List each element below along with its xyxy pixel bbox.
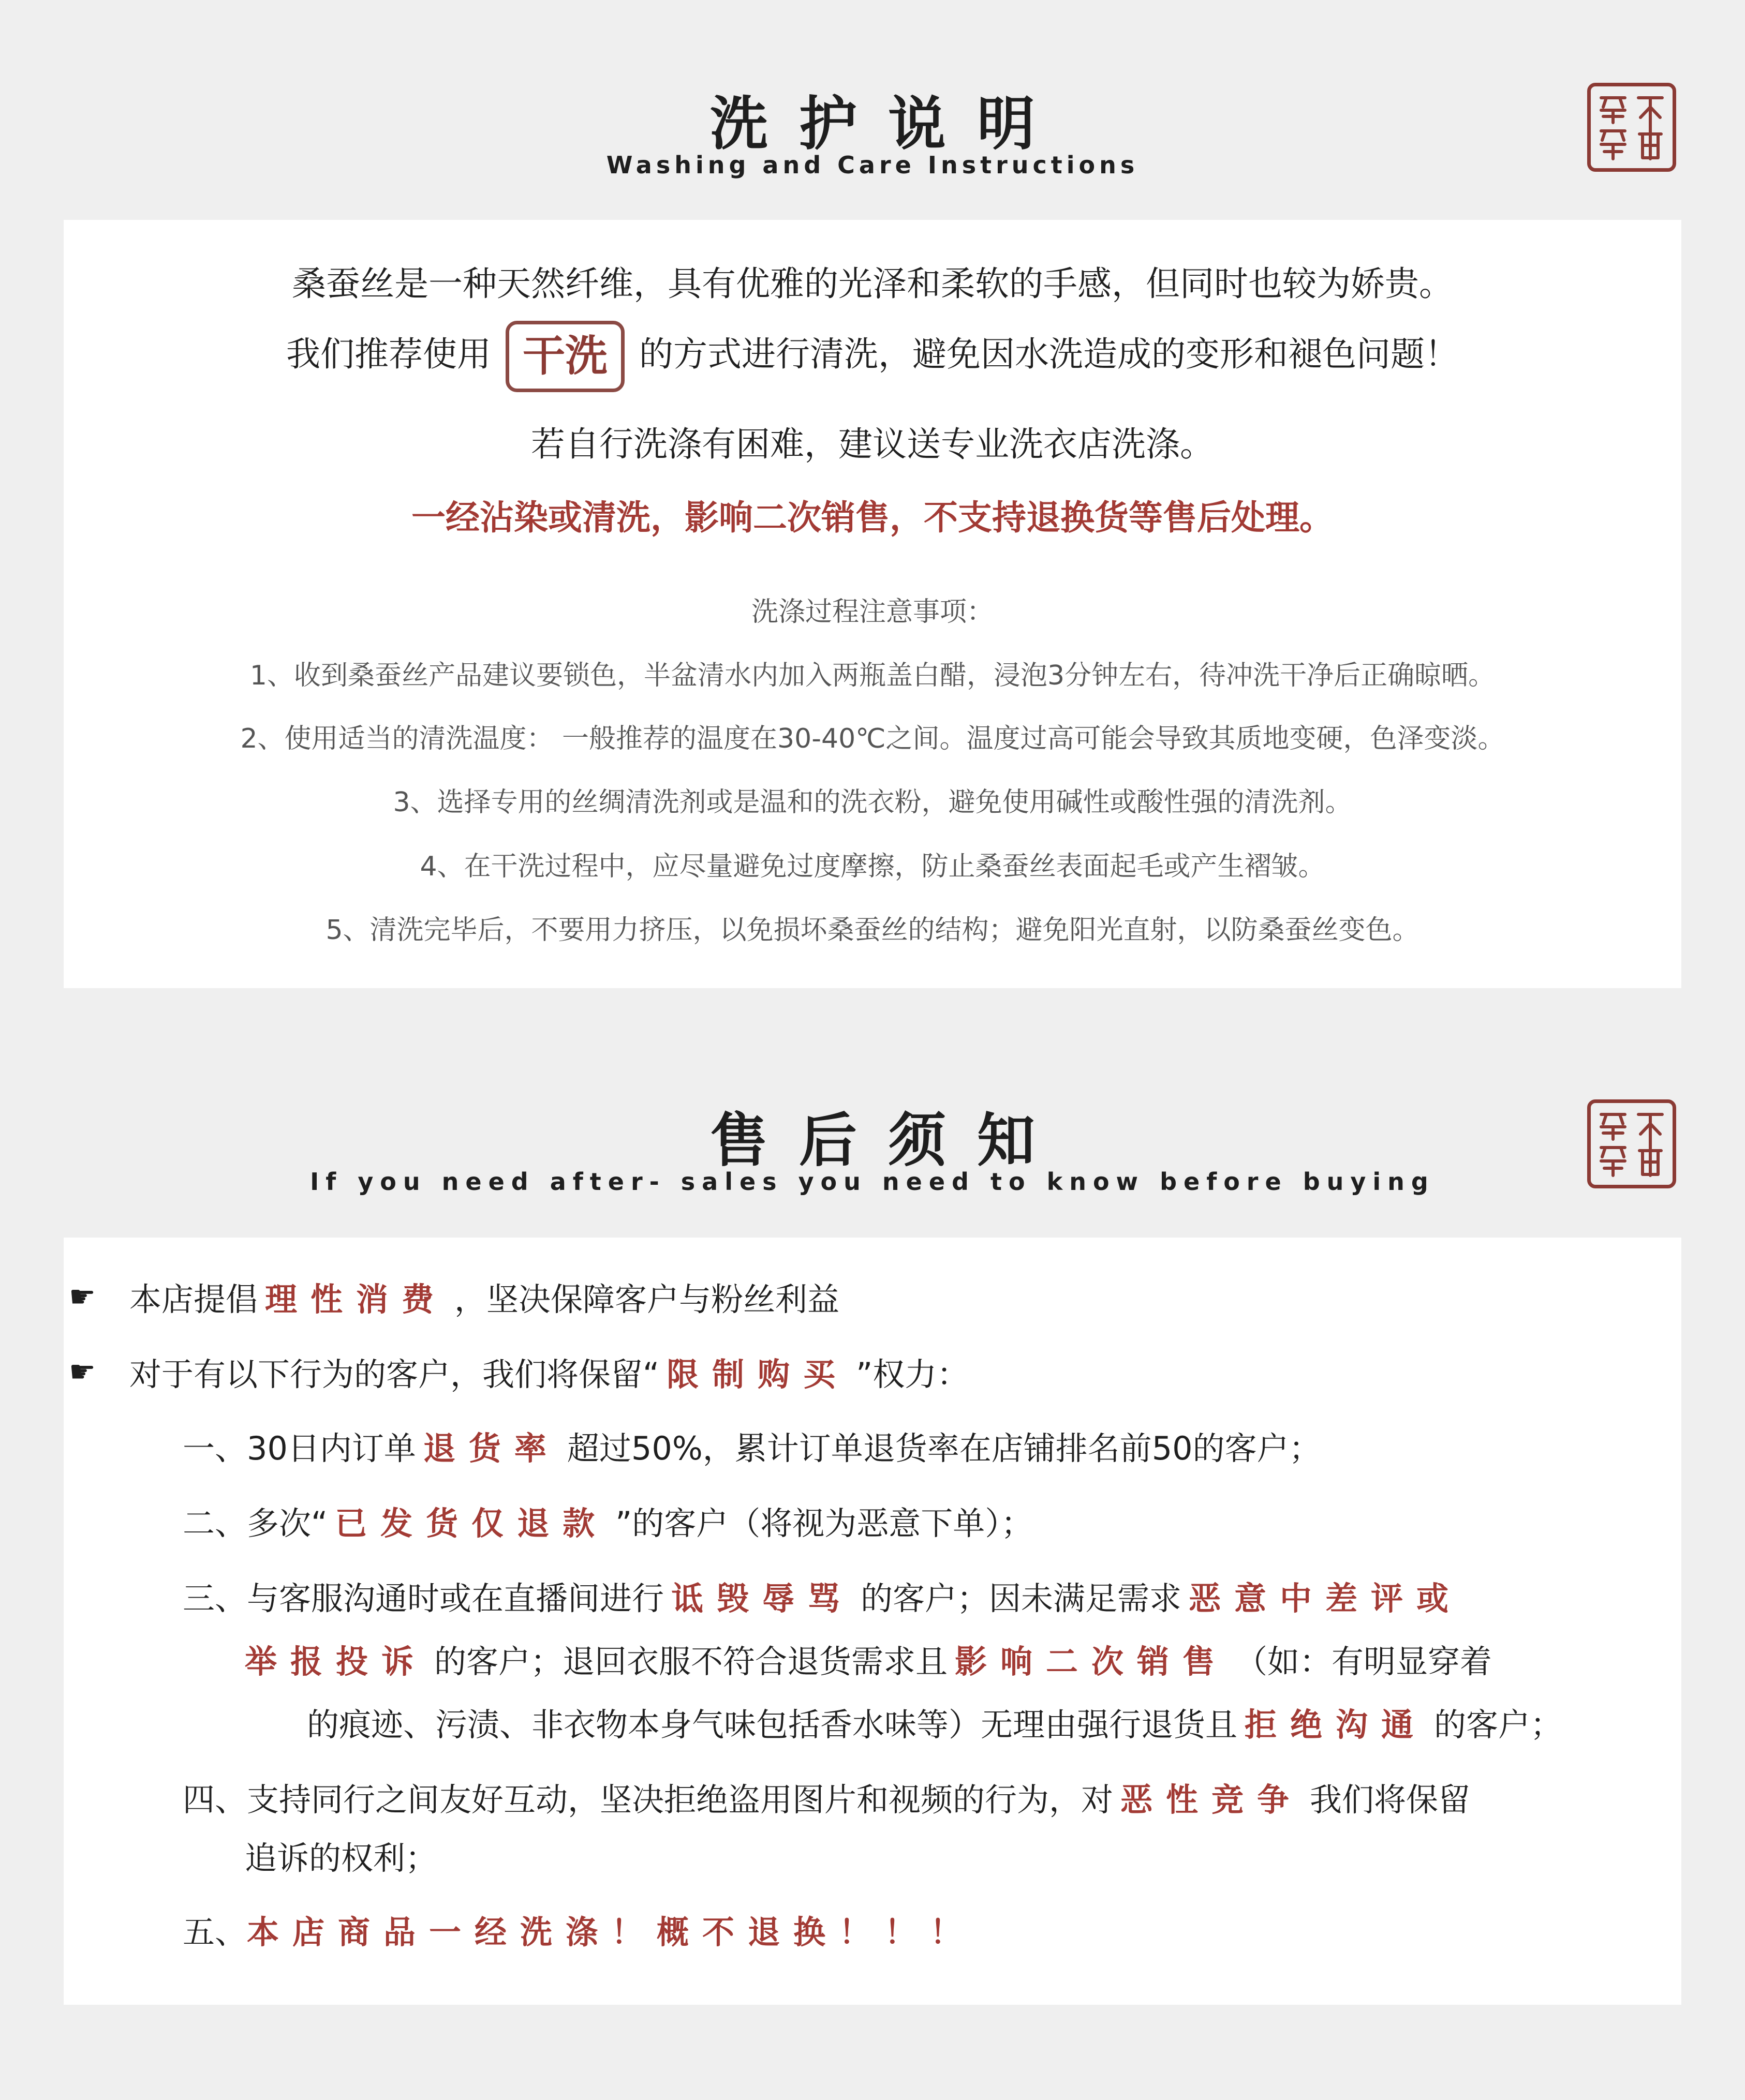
rule-item-4: 四、支持同行之间友好互动，坚决拒绝盗用图片和视频的行为，对 恶性竞争 我们将保留 — [183, 1781, 1471, 1819]
rule-item-3: 三、与客服沟通时或在直播间进行 诋毁辱骂 的客户；因未满足需求 恶意中差评或 — [183, 1580, 1462, 1617]
note-item: 2、使用适当的清洗温度： 一般推荐的温度在30-40℃之间。温度过高可能会导致其质地变硬，色泽变淡。 — [240, 723, 1505, 754]
washing-subtitle: Washing and Care Instructions — [606, 151, 1139, 179]
aftersales-subtitle: If you need after- sales you need to know before buying — [310, 1168, 1435, 1196]
note-item: 5、清洗完毕后，不要用力挤压，以免损坏桑蚕丝的结构；避免阳光直射，以防桑蚕丝变色。 — [326, 915, 1419, 946]
intro-line-1: 桑蚕丝是一种天然纤维，具有优雅的光泽和柔软的手感，但同时也较为娇贵。 — [292, 264, 1453, 304]
washing-panel — [64, 220, 1681, 988]
pointing-hand-icon: ☛ — [69, 1354, 96, 1389]
intro-line-3: 若自行洗涤有困难，建议送专业洗衣店洗涤。 — [531, 424, 1214, 464]
intro-line-2 — [64, 321, 1681, 392]
rule-item-2: 二、多次“ 已发货仅退款 ”的客户（将视为恶意下单）； — [183, 1505, 1033, 1542]
washing-title: 洗护说明 — [710, 91, 1066, 158]
notes-title: 洗涤过程注意事项： — [751, 597, 994, 628]
recommend-before: 我们推荐使用 — [286, 334, 491, 375]
bullet-rational-consumption: 本店提倡 理性消费 ，坚决保障客户与粉丝利益 — [129, 1280, 840, 1318]
recommend-after: 的方式进行清洗，避免因水洗造成的变形和褪色问题！ — [639, 334, 1459, 375]
rule-item-3-cont: 举报投诉 的客户；退回衣服不符合退货需求且 影响二次销售 （如：有明显穿着 — [245, 1643, 1492, 1680]
seal-stamp-icon — [1587, 83, 1676, 172]
dry-clean-badge: 干洗 — [506, 321, 625, 392]
aftersales-title: 售后须知 — [710, 1107, 1066, 1174]
pointing-hand-icon: ☛ — [69, 1279, 96, 1314]
warning-line: 一经沾染或清洗，影响二次销售，不支持退换货等售后处理。 — [411, 498, 1334, 538]
note-item: 3、选择专用的丝绸清洗剂或是温和的洗衣粉，避免使用碱性或酸性强的清洗剂。 — [393, 787, 1352, 818]
rule-item-3-cont: 的痕迹、污渍、非衣物本身气味包括香水味等）无理由强行退货且 拒绝沟通 的客户； — [307, 1706, 1563, 1744]
seal-stamp-icon — [1587, 1099, 1676, 1188]
note-item: 1、收到桑蚕丝产品建议要锁色，半盆清水内加入两瓶盖白醋，浸泡3分钟左右，待冲洗干净后正确晾晒。 — [249, 660, 1496, 691]
aftersales-panel — [64, 1238, 1681, 2005]
rule-item-5: 五、本店商品一经洗涤！概不退换！！！ — [183, 1913, 976, 1951]
rule-item-4-cont: 追诉的权利； — [245, 1839, 438, 1877]
note-item: 4、在干洗过程中，应尽量避免过度摩擦，防止桑蚕丝表面起毛或产生褶皱。 — [420, 851, 1325, 882]
bullet-purchase-limit: 对于有以下行为的客户，我们将保留“ 限制购买 ”权力： — [129, 1356, 969, 1393]
rule-item-1: 一、30日内订单 退货率 超过50%，累计订单退货率在店铺排名前50的客户； — [183, 1429, 1321, 1467]
